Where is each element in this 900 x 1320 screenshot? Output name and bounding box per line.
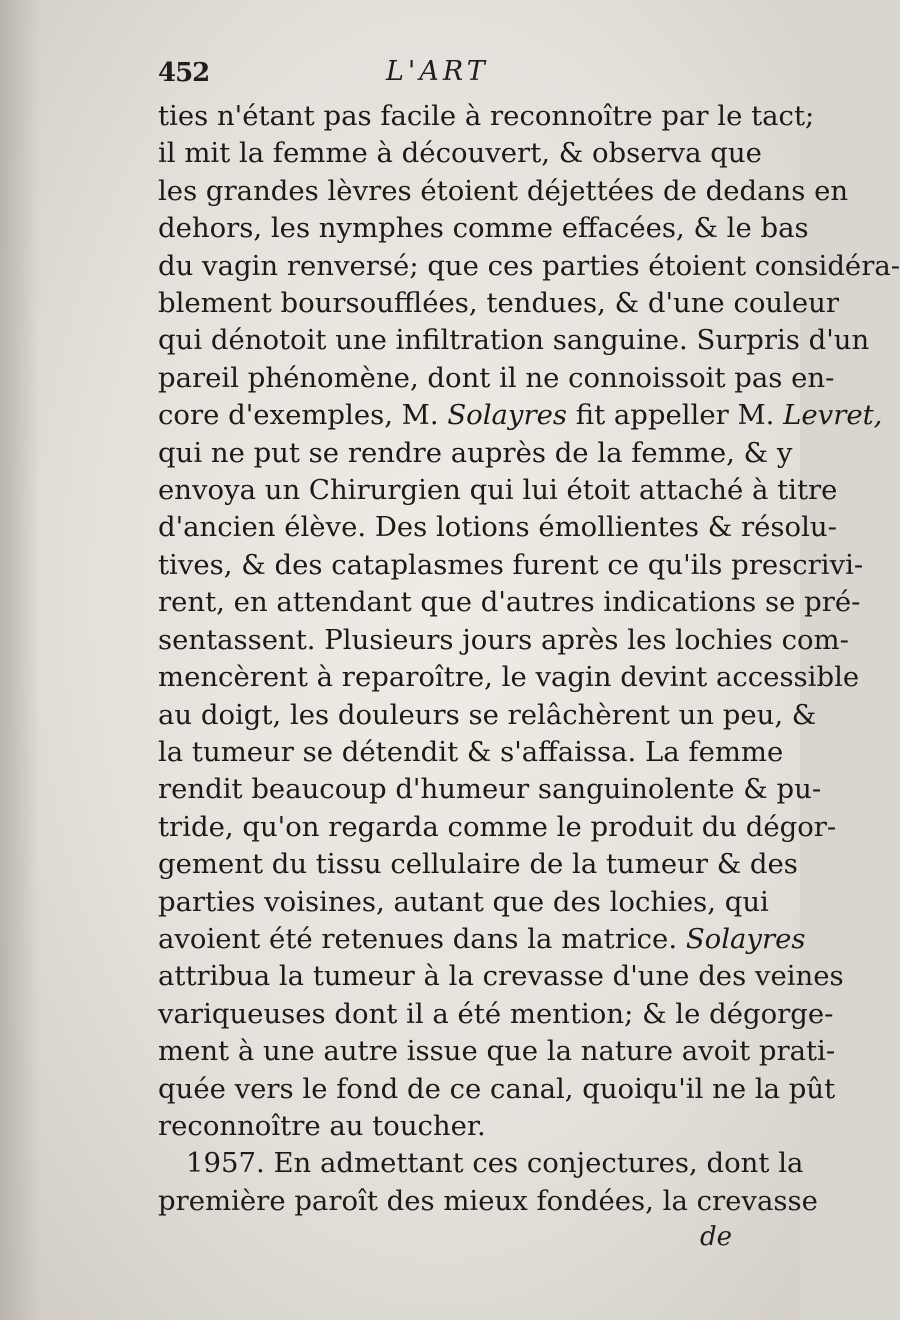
text-line: ment à une autre issue que la nature avoit prati- — [158, 1035, 836, 1068]
paragraph-2 — [158, 1145, 818, 1220]
text-line: rent, en attendant que d'autres indications se pré- — [158, 586, 861, 619]
text-line: core d'exemples, M. Solayres fit appeller M. Levret, — [158, 399, 883, 432]
text-line: blement boursoufflées, tendues, & d'une couleur — [158, 287, 840, 320]
italic-name: Solayres — [685, 922, 806, 955]
text-line: il mit la femme à découvert, & observa que — [158, 137, 762, 170]
text-line: mencèrent à reparoître, le vagin devint accessible — [158, 661, 860, 694]
text-line: première paroît des mieux fondées, la crevasse — [158, 1184, 818, 1217]
page-header — [158, 58, 758, 98]
catchword: de — [700, 1222, 733, 1252]
text-line: tives, & des cataplasmes furent ce qu'ils prescrivi- — [158, 548, 864, 581]
text-line: pareil phénomène, dont il ne connoissoit pas en- — [158, 361, 835, 394]
text-line: avoient été retenues dans la matrice. Solayres — [158, 922, 806, 955]
text-line: du vagin renversé; que ces parties étoient considéra- — [158, 249, 900, 282]
text-line: au doigt, les douleurs se relâchèrent un peu, & — [158, 698, 817, 731]
text-line: tride, qu'on regarda comme le produit du dégor- — [158, 810, 837, 843]
text-line: attribua la tumeur à la crevasse d'une des veines — [158, 960, 844, 993]
text-line: d'ancien élève. Des lotions émollientes & résolu- — [158, 511, 837, 544]
text-line: dehors, les nymphes comme effacées, & le bas — [158, 212, 809, 245]
text-line: sentassent. Plusieurs jours après les lochies com- — [158, 623, 849, 656]
text-line: qui ne put se rendre auprès de la femme, & y — [158, 436, 793, 469]
text-line: variqueuses dont il a été mention; & le dégorge- — [158, 997, 834, 1030]
text-line: 1957. En admettant ces conjectures, dont la — [186, 1147, 804, 1180]
text-line: envoya un Chirurgien qui lui étoit attaché à titre — [158, 474, 838, 507]
text-line: qui dénotoit une infiltration sanguine. Surpris d'un — [158, 324, 870, 357]
body-text — [158, 98, 900, 1220]
text-line: la tumeur se détendit & s'affaissa. La femme — [158, 735, 784, 768]
text-line: gement du tissu cellulaire de la tumeur & des — [158, 848, 798, 881]
text-line: parties voisines, autant que des lochies, qui — [158, 885, 769, 918]
text-line: reconnoître au toucher. — [158, 1109, 486, 1142]
paragraph-1 — [158, 98, 900, 1145]
page-gutter-shadow — [0, 0, 40, 1320]
text-line: rendit beaucoup d'humeur sanguinolente & pu- — [158, 773, 822, 806]
text-line: les grandes lèvres étoient déjettées de dedans en — [158, 174, 849, 207]
text-line: ties n'étant pas facile à reconnoître par le tact; — [158, 100, 815, 132]
page-number: 452 — [158, 58, 210, 88]
running-title: L'ART — [386, 56, 489, 87]
italic-name: Levret, — [783, 399, 883, 432]
italic-name: Solayres — [447, 399, 567, 432]
text-line: quée vers le fond de ce canal, quoiqu'il ne la pût — [158, 1072, 836, 1105]
